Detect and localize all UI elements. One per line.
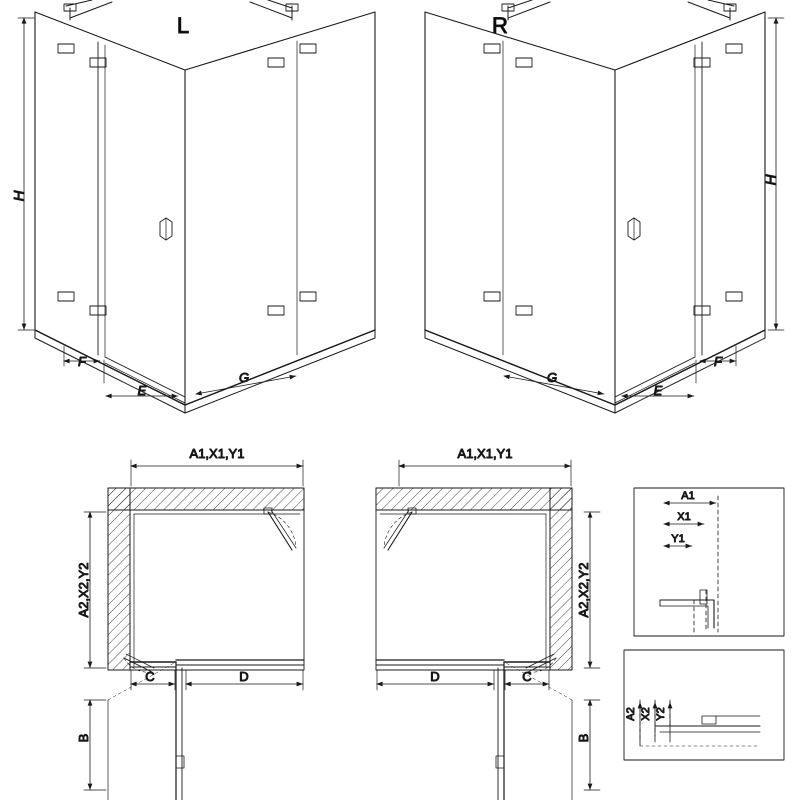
view-iso-left [11, 0, 375, 413]
dim-y2-detail: Y2 [655, 707, 667, 721]
dim-x1-detail: X1 [677, 511, 691, 523]
dim-g-right: G [546, 370, 558, 385]
dim-a2x2y2-left: A2,X2,Y2 [76, 562, 91, 618]
dim-c-right: C [522, 669, 532, 684]
view-detail-a2x2y2 [624, 650, 784, 760]
dim-b-right: B [576, 733, 591, 743]
dim-x2-detail: X2 [640, 707, 652, 721]
dim-g-left: G [238, 370, 250, 385]
variant-label-left: L [176, 13, 190, 38]
dim-a2-detail: A2 [625, 707, 637, 721]
dim-e-right: E [653, 383, 663, 398]
dim-e-left: E [137, 383, 147, 398]
dim-a2x2y2-right: A2,X2,Y2 [576, 562, 591, 618]
dim-c-left: C [145, 669, 155, 684]
dim-h-right: H [763, 174, 780, 186]
dim-d-left: D [239, 669, 249, 684]
dim-h-left: H [11, 190, 28, 202]
view-detail-a1x1y1 [634, 488, 784, 636]
view-plan-left [76, 446, 304, 800]
dim-y1-detail: Y1 [671, 533, 685, 545]
variant-label-right: R [492, 13, 508, 38]
dim-a1x1y1-right: A1,X1,Y1 [457, 446, 513, 461]
dim-a1-detail: A1 [681, 490, 695, 502]
dim-f-left: F [78, 354, 86, 369]
view-plan-right [376, 446, 600, 800]
view-iso-right [425, 0, 784, 413]
dim-a1x1y1-left: A1,X1,Y1 [189, 446, 245, 461]
dim-d-right: D [430, 669, 440, 684]
dim-f-right: F [714, 354, 722, 369]
dim-b-left: B [76, 733, 91, 743]
